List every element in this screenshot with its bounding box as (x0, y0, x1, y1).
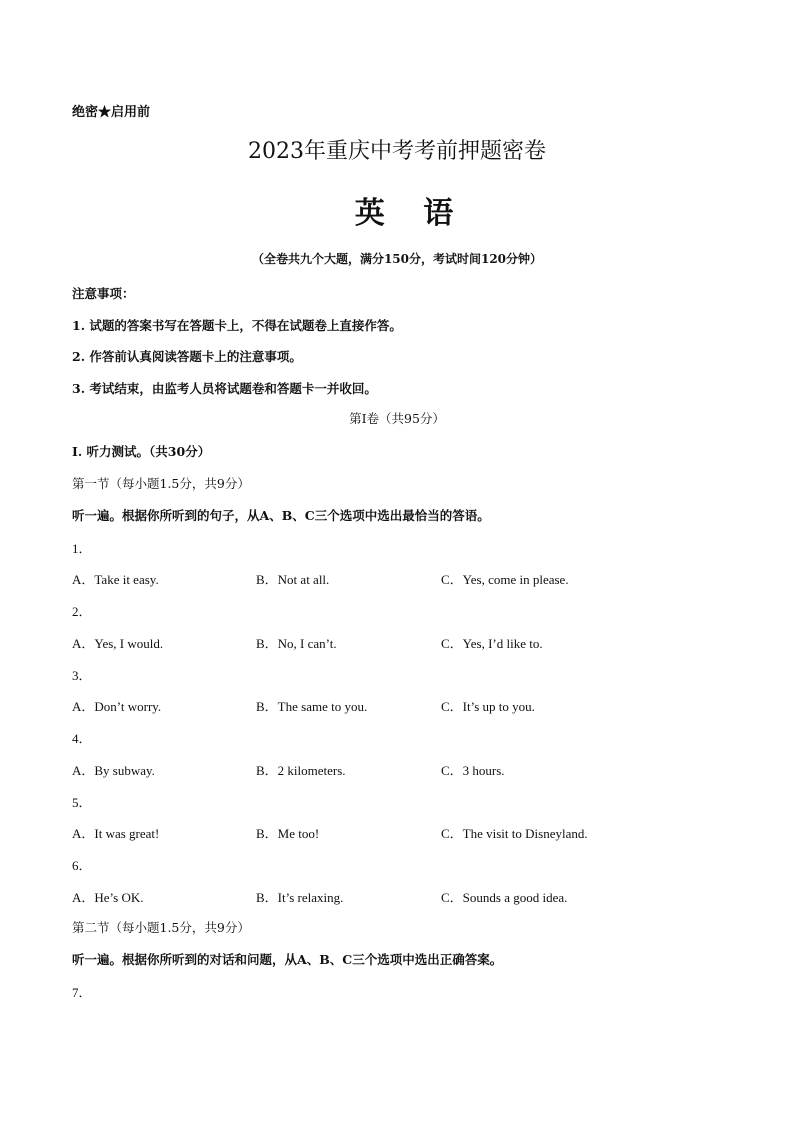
section-heading: Ⅰ. 听力测试。（共30分） (72, 444, 211, 459)
question-number: 3． (72, 668, 92, 683)
option-b: B．No, I can’t. (256, 636, 337, 651)
option-b: B．The same to you. (256, 699, 368, 714)
option-b: B．2 kilometers. (256, 763, 346, 778)
question-number: 6． (72, 858, 92, 873)
question-number: 2． (72, 604, 92, 619)
option-a: A．It was great! (72, 826, 160, 841)
score-info: （全卷共九个大题，满分150分，考试时间120分钟） (251, 252, 543, 266)
exam-title: 2023年重庆中考考前押题密卷 (248, 139, 546, 164)
option-c: C．3 hours. (441, 763, 505, 778)
question-number: 5． (72, 795, 92, 810)
option-b: B．Not at all. (256, 572, 330, 587)
notice-item: 1. 试题的答案书写在答题卡上，不得在试题卷上直接作答。 (72, 318, 402, 333)
section-1-title: 第一节（每小题1.5分，共9分） (72, 476, 250, 491)
section-2-title: 第二节（每小题1.5分，共9分） (72, 920, 250, 935)
section-2-instruction: 听一遍。根据你所听到的对话和问题，从A、B、C三个选项中选出正确答案。 (72, 952, 503, 967)
option-a: A．Take it easy. (72, 572, 159, 587)
section-1-instruction: 听一遍。根据你所听到的句子，从A、B、C三个选项中选出最恰当的答语。 (72, 508, 490, 523)
notice-item: 3. 考试结束，由监考人员将试题卷和答题卡一并收回。 (72, 381, 377, 396)
subject-title: 英 语 (354, 196, 468, 231)
option-c: C．Yes, come in please. (441, 572, 569, 587)
option-c: C．It’s up to you. (441, 699, 535, 714)
part-title: 第Ⅰ卷（共95分） (349, 411, 445, 426)
notice-heading: 注意事项： (72, 286, 135, 301)
option-b: B．Me too! (256, 826, 320, 841)
option-a: A．By subway. (72, 763, 155, 778)
option-a: A．Don’t worry. (72, 699, 162, 714)
option-c: C．Yes, I’d like to. (441, 636, 543, 651)
secret-label: 绝密★启用前 (72, 105, 151, 120)
option-b: B．It’s relaxing. (256, 890, 344, 905)
option-a: A．He’s OK. (72, 890, 144, 905)
question-number: 1． (72, 541, 92, 556)
option-c: C．The visit to Disneyland. (441, 826, 588, 841)
question-number: 7． (72, 985, 92, 1000)
option-a: A．Yes, I would. (72, 636, 164, 651)
notice-item: 2. 作答前认真阅读答题卡上的注意事项。 (72, 349, 302, 364)
question-number: 4． (72, 731, 92, 746)
option-c: C．Sounds a good idea. (441, 890, 568, 905)
